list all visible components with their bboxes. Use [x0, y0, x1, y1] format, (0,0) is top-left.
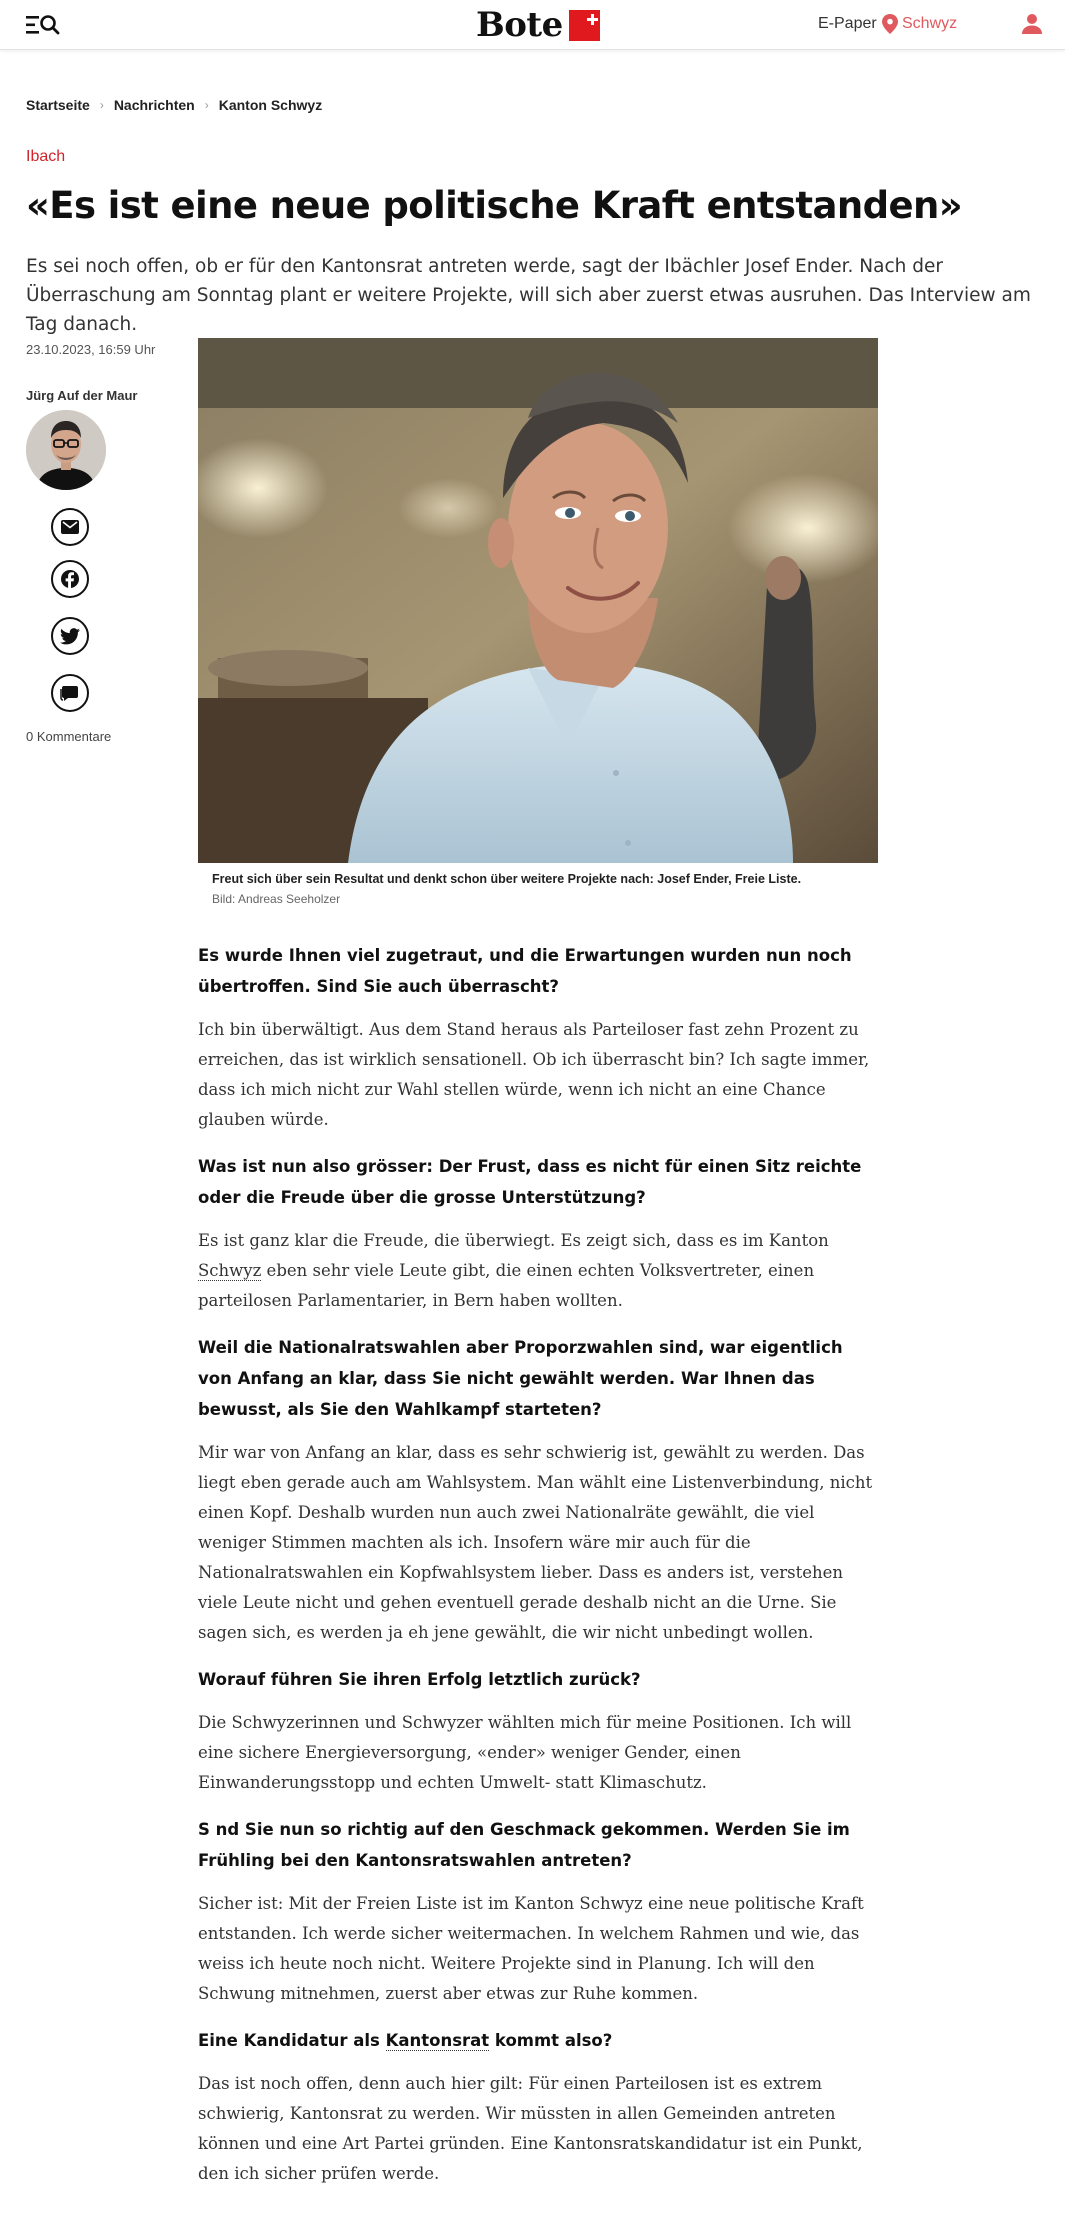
- interview-answer: Ich bin überwältigt. Aus dem Stand heraus als Parteiloser fast zehn Prozent zu erreichen, das ist wirklich sensationell. Ob ich überrascht bin? Ich sagte immer, dass ich mich nicht zur Wahl stellen würde, wenn ich nicht an eine Chance glauben würde.: [198, 1020, 870, 1129]
- location-label: Schwyz: [902, 15, 958, 32]
- location-selector[interactable]: [882, 12, 957, 36]
- interview-answer: [198, 1226, 878, 1316]
- site-logo[interactable]: [476, 4, 600, 46]
- interview-question: [198, 2025, 878, 2056]
- interview-answer: Mir war von Anfang an klar, dass es sehr schwierig ist, gewählt zu werden. Das liegt eben gerade auch am Wahlsystem. Man wählt eine Listenverbindung, nicht einen Kopf. Deshalb wurden nun auch zwei Nationalräte gewählt, die viel weniger Stimmen machten als ich. Insofern wäre mir auch für die Nationalratswahlen ein Kopfwahlsystem lieber. Dass es anders ist, verstehen viele Leute nicht und gehen eventuell gerade deshalb nicht an die Urne. Sie sagen sich, es werden ja eh jene gewählt, die wir nicht unbedingt wollen.: [198, 1443, 873, 1642]
- author-avatar[interactable]: [26, 410, 106, 490]
- interview-question: Worauf führen Sie ihren Erfolg letztlich zurück?: [198, 1670, 641, 1689]
- photo-caption: Freut sich über sein Resultat und denkt schon über weitere Projekte nach: Josef Ender, Freie Liste.: [212, 872, 802, 886]
- mail-icon: [61, 520, 79, 534]
- question-text: kommt also?: [489, 2031, 613, 2050]
- chevron-right-icon: ›: [204, 98, 209, 112]
- photo-credit: Bild: Andreas Seeholzer: [212, 892, 341, 906]
- breadcrumb-startseite[interactable]: Startseite: [26, 97, 90, 113]
- interview-answer: Das ist noch offen, denn auch hier gilt: Für einen Parteilosen ist es extrem schwierig, Kantonsrat zu werden. Wir müssten in allen Gemeinden antreten können und eine Art Partei gründen. Eine Kantonsratskandidatur ist ein Punkt, den ich sicher prüfen werde.: [198, 2074, 863, 2183]
- chevron-right-icon: ›: [99, 98, 104, 112]
- interview-question: Was ist nun also grösser: Der Frust, dass es nicht für einen Sitz reichte oder die Freude über die grosse Unterstützung?: [198, 1157, 862, 1207]
- comment-icon: [60, 683, 80, 703]
- share-twitter-button[interactable]: [51, 617, 89, 655]
- facebook-icon: [60, 569, 80, 589]
- article-photo[interactable]: [198, 338, 878, 863]
- breadcrumb-kanton-schwyz[interactable]: Kanton Schwyz: [218, 97, 323, 113]
- location-pin-icon: [882, 14, 898, 34]
- share-facebook-button[interactable]: [51, 560, 89, 598]
- glossary-link-schwyz[interactable]: Schwyz: [198, 1261, 262, 1280]
- author-name[interactable]: Jürg Auf der Maur: [26, 388, 138, 403]
- user-icon[interactable]: [1022, 13, 1042, 40]
- publish-date: 23.10.2023, 16:59 Uhr: [26, 342, 156, 357]
- article-headline: «Es ist eine neue politische Kraft entstanden»: [26, 184, 963, 227]
- menu-search-icon[interactable]: [26, 13, 60, 37]
- breadcrumb: [26, 97, 322, 113]
- epaper-link[interactable]: E-Paper: [818, 15, 877, 32]
- glossary-link-kantonsrat[interactable]: Kantonsrat: [385, 2031, 490, 2050]
- answer-text: eben sehr viele Leute gibt, die einen echten Volksvertreter, einen parteilosen Parlamentarier, in Bern haben wollten.: [198, 1261, 815, 1310]
- interview-question: S nd Sie nun so richtig auf den Geschmack gekommen. Werden Sie im Frühling bei den Kantonsratswahlen antreten?: [198, 1820, 850, 1870]
- interview-question: Es wurde Ihnen viel zugetraut, und die Erwartungen wurden nun noch übertroffen. Sind Sie auch überrascht?: [198, 946, 852, 996]
- breadcrumb-nachrichten[interactable]: Nachrichten: [113, 97, 195, 113]
- twitter-icon: [60, 628, 80, 645]
- interview-answer: Sicher ist: Mit der Freien Liste ist im Kanton Schwyz eine neue politische Kraft entstanden. Ich werde sicher weitermachen. In welchem Rahmen und wie, das weiss ich heute noch nicht. Weitere Projekte sind in Planung. Ich will den Schwung mitnehmen, zuerst aber etwas zur Ruhe kommen.: [198, 1894, 864, 2003]
- top-navigation-bar: [0, 0, 1065, 50]
- schwyz-flag-icon: [569, 10, 600, 41]
- share-email-button[interactable]: [51, 508, 89, 546]
- comments-count[interactable]: 0 Kommentare: [26, 729, 112, 744]
- answer-text: Es ist ganz klar die Freude, die überwiegt. Es zeigt sich, dass es im Kanton: [198, 1231, 829, 1250]
- comments-button[interactable]: [51, 674, 89, 712]
- interview-question: Weil die Nationalratswahlen aber Proporzwahlen sind, war eigentlich von Anfang an klar, dass Sie nicht gewählt werden. War Ihnen das bewusst, als Sie den Wahlkampf starteten?: [198, 1338, 843, 1419]
- logo-text: Bote: [476, 5, 563, 45]
- article-kicker[interactable]: Ibach: [26, 148, 66, 165]
- interview-answer: Die Schwyzerinnen und Schwyzer wählten mich für meine Positionen. Ich will eine sichere Energieversorgung, «ender» weniger Gender, einen Einwanderungsstopp und echten Umwelt- statt Klimaschutz.: [198, 1713, 852, 1792]
- article-lead: Es sei noch offen, ob er für den Kantonsrat antreten werde, sagt der Ibächler Josef Ender. Nach der Überraschung am Sonntag plant er weitere Projekte, will sich aber zuerst etwas ausruhen. Das Interview am Tag danach.: [26, 256, 1031, 335]
- question-text: Eine Kandidatur als: [198, 2031, 386, 2050]
- article-body: [198, 940, 878, 2205]
